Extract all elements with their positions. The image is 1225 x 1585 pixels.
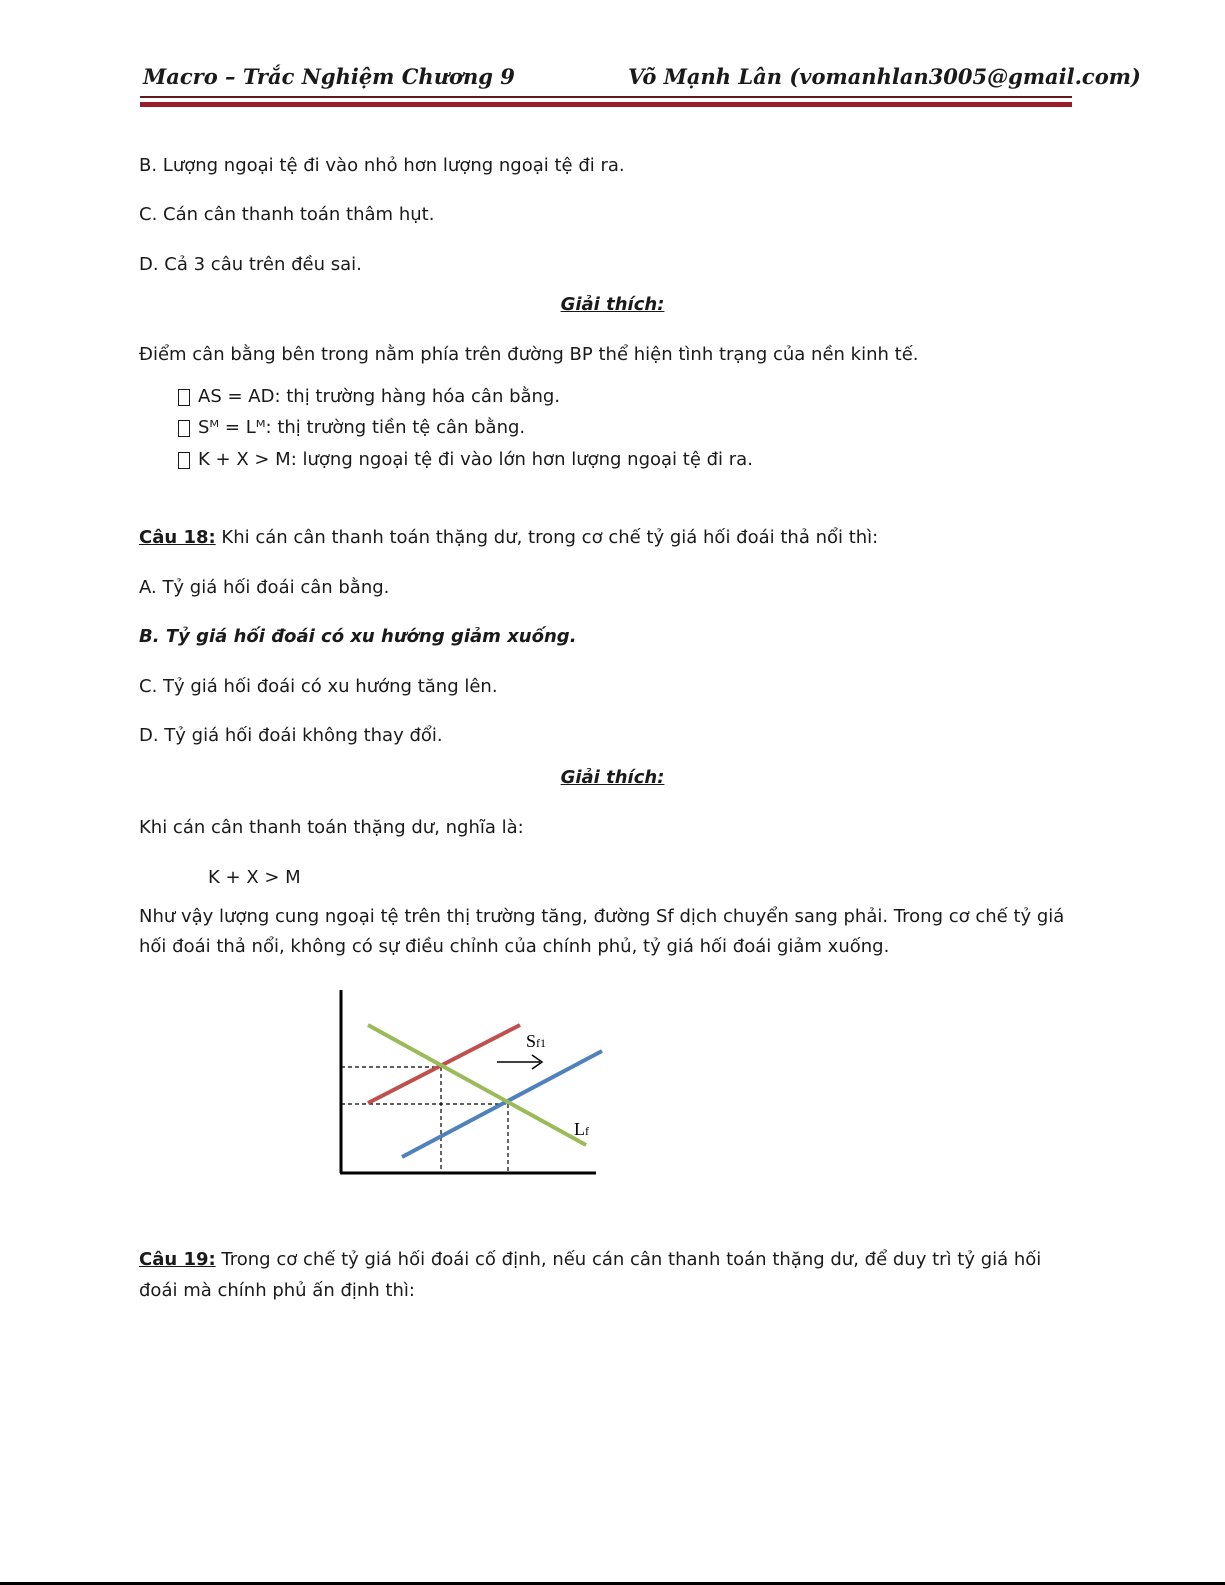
question-18-label: Câu 18:	[139, 527, 216, 548]
q17-option-b: B. Lượng ngoại tệ đi vào nhỏ hơn lượng ngoại tệ đi ra.	[139, 155, 625, 176]
sf1-label: Sf1	[526, 1031, 547, 1051]
q18-option-a: A. Tỷ giá hối đoái cân bằng.	[139, 577, 390, 598]
checkbox-icon	[178, 389, 190, 406]
question-18	[139, 525, 878, 551]
bullet-item: AS = AD: thị trường hàng hóa cân bằng.	[178, 385, 560, 409]
question-19	[139, 1247, 1041, 1273]
question-19-label: Câu 19:	[139, 1249, 216, 1270]
header-rule-thick	[140, 102, 1072, 107]
lf-label: Lf	[574, 1119, 589, 1139]
header-rule-thin	[140, 96, 1072, 98]
q17-option-d: D. Cả 3 câu trên đều sai.	[139, 254, 362, 275]
q18-option-b-answer: B. Tỷ giá hối đoái có xu hướng giảm xuống.	[139, 626, 577, 647]
explanation-intro-2: Khi cán cân thanh toán thặng dư, nghĩa là:	[139, 817, 524, 838]
explanation-heading-2: Giải thích:	[560, 767, 665, 788]
explanation-heading-1: Giải thích:	[560, 294, 665, 315]
header-author: Võ Mạnh Lân (vomanhlan3005@gmail.com)	[628, 64, 1141, 89]
supply-demand-chart	[330, 985, 630, 1185]
bullet-item: K + X > M: lượng ngoại tệ đi vào lớn hơn lượng ngoại tệ đi ra.	[178, 448, 753, 472]
bullet-item: Sᴹ = Lᴹ: thị trường tiền tệ cân bằng.	[178, 416, 525, 440]
question-18-text: Khi cán cân thanh toán thặng dư, trong cơ chế tỷ giá hối đoái thả nổi thì:	[215, 527, 879, 548]
header-title: Macro – Trắc Nghiệm Chương 9	[143, 64, 515, 89]
q17-option-c: C. Cán cân thanh toán thâm hụt.	[139, 204, 435, 225]
q18-option-c: C. Tỷ giá hối đoái có xu hướng tăng lên.	[139, 676, 498, 697]
formula: K + X > M	[208, 867, 301, 888]
checkbox-icon	[178, 452, 190, 469]
question-19-text: Trong cơ chế tỷ giá hối đoái cố định, nếu cán cân thanh toán thặng dư, để duy trì tỷ giá hối	[215, 1249, 1042, 1270]
question-19-line2: đoái mà chính phủ ấn định thì:	[139, 1280, 415, 1301]
explanation-paragraph: Như vậy lượng cung ngoại tệ trên thị trường tăng, đường Sf dịch chuyển sang phải. Trong cơ chế tỷ giá hối đoái thả nổi, không có sự điều chỉnh của chính phủ, tỷ giá hối đoái giảm xuống.	[139, 906, 1065, 957]
checkbox-icon	[178, 420, 190, 437]
explanation-intro-1: Điểm cân bằng bên trong nằm phía trên đường BP thể hiện tình trạng của nền kinh tế.	[139, 344, 919, 365]
q18-option-d: D. Tỷ giá hối đoái không thay đổi.	[139, 725, 443, 746]
